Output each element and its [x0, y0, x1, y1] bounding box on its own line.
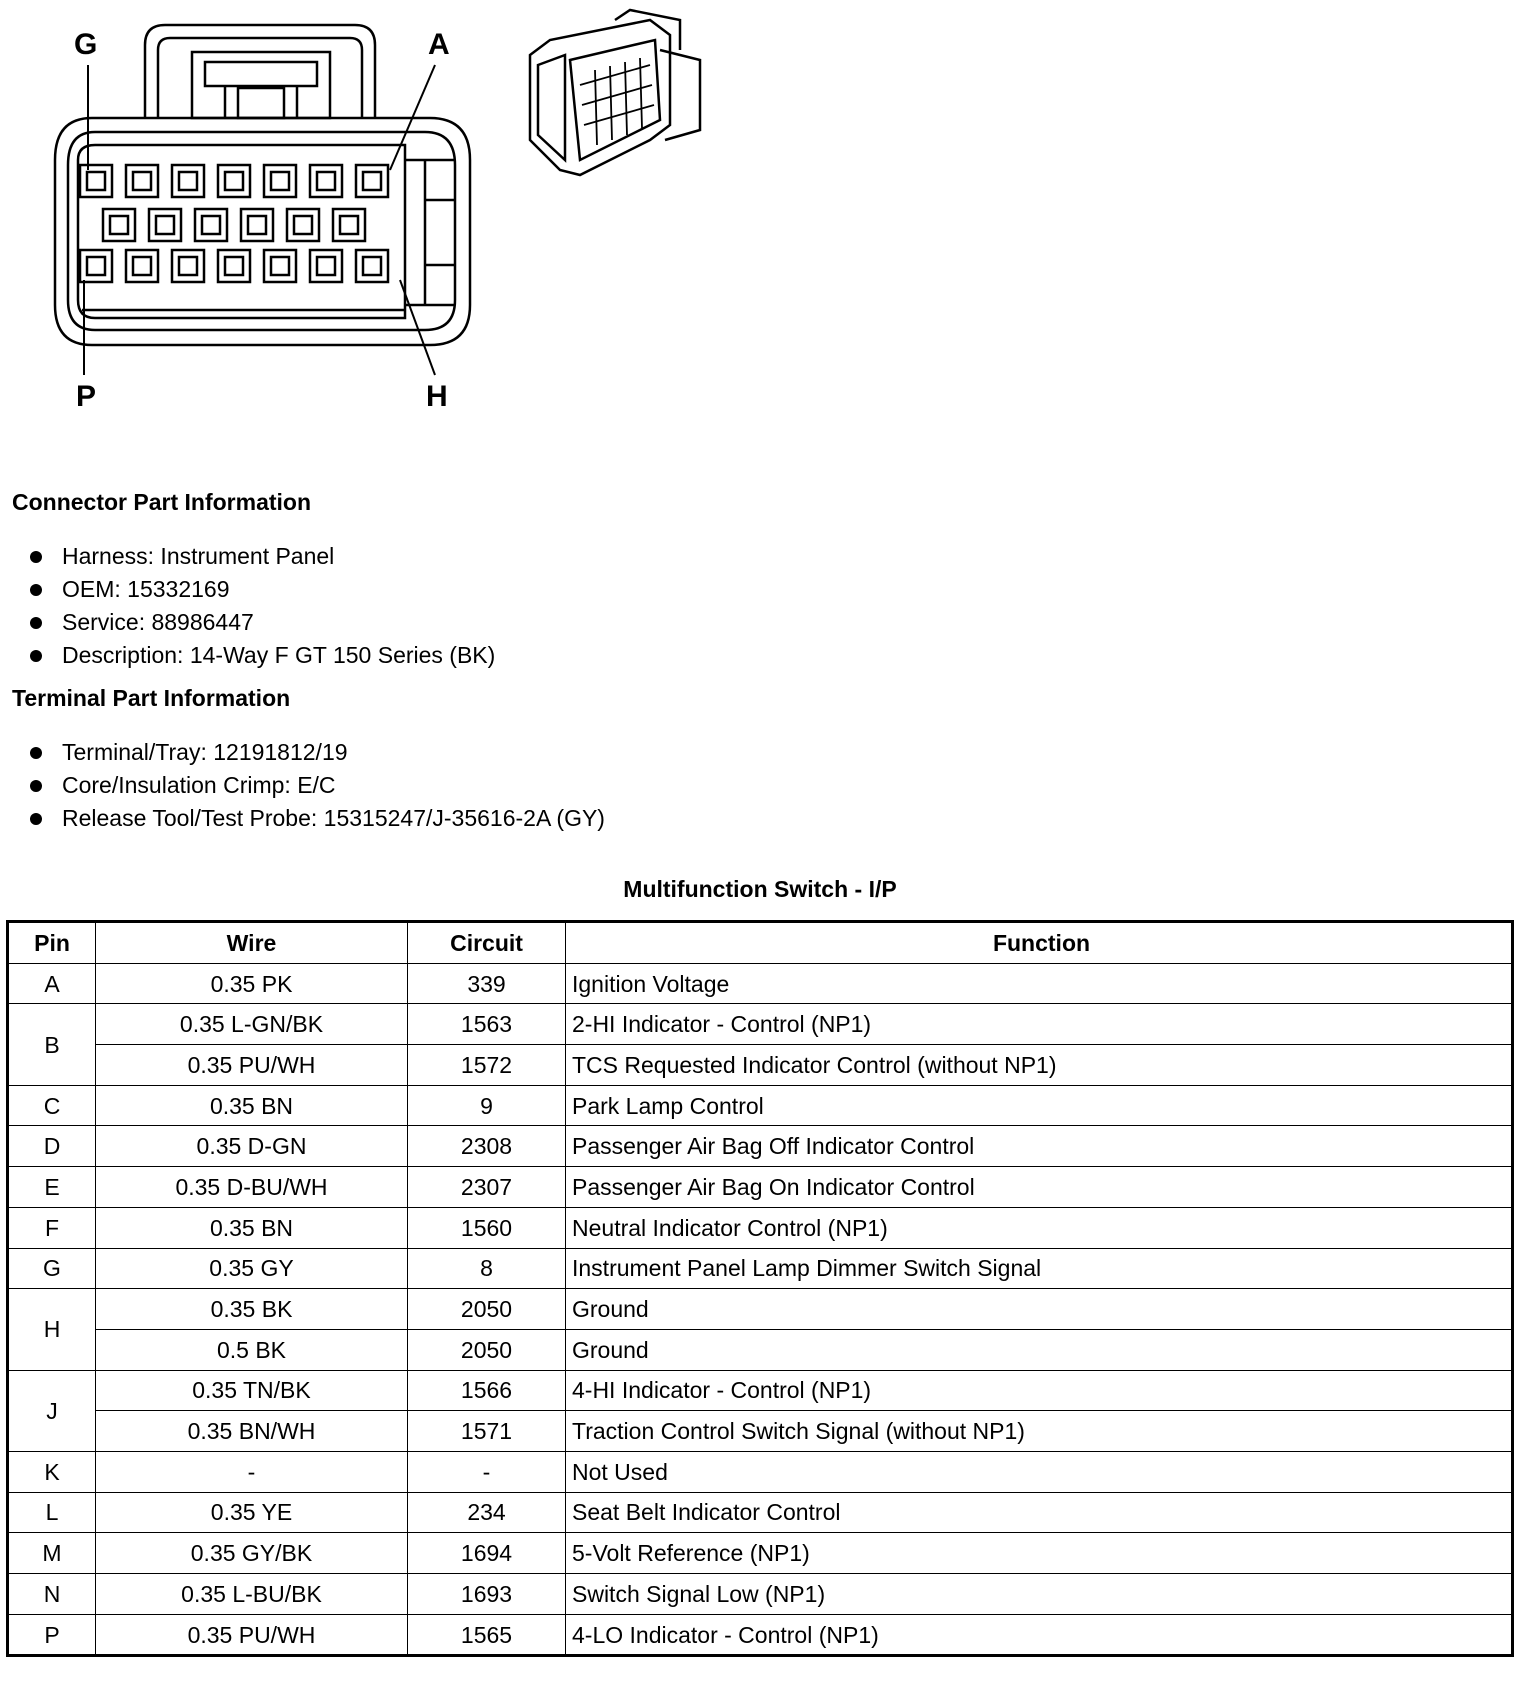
circuit-cell: - [408, 1451, 566, 1492]
wire-cell: - [96, 1451, 408, 1492]
function-cell: Ground [566, 1289, 1513, 1330]
wire-cell: 0.35 BN/WH [96, 1411, 408, 1452]
table-row [8, 1004, 1513, 1045]
pin-cell: G [8, 1248, 96, 1289]
wire-cell: 0.35 PU/WH [96, 1614, 408, 1656]
wire-cell: 0.35 PK [96, 963, 408, 1004]
terminal-cavity [333, 209, 365, 241]
circuit-cell: 2050 [408, 1329, 566, 1370]
table-title: Multifunction Switch - I/P [623, 876, 897, 902]
pin-label-p: P [76, 380, 97, 413]
terminal-part-info-title: Terminal Part Information [12, 685, 291, 711]
function-cell: 4-HI Indicator - Control (NP1) [566, 1370, 1513, 1411]
pinout-table [6, 920, 1514, 1657]
wire-cell: 0.35 BN [96, 1085, 408, 1126]
circuit-cell: 2308 [408, 1126, 566, 1167]
function-cell: 4-LO Indicator - Control (NP1) [566, 1614, 1513, 1656]
terminal-cavity [218, 165, 250, 197]
pin-label-h: H [426, 380, 448, 413]
table-row [8, 1045, 1513, 1086]
pin-label-g: G [74, 28, 98, 61]
function-cell: Instrument Panel Lamp Dimmer Switch Signal [566, 1248, 1513, 1289]
list-item: Harness: Instrument Panel [22, 540, 495, 573]
table-row [8, 1248, 1513, 1289]
connector-part-info-list [22, 540, 495, 672]
wire-cell: 0.35 TN/BK [96, 1370, 408, 1411]
function-cell: Seat Belt Indicator Control [566, 1492, 1513, 1533]
pin-cell: J [8, 1370, 96, 1451]
table-header-row [8, 922, 1513, 964]
function-cell: Not Used [566, 1451, 1513, 1492]
pin-cell: E [8, 1167, 96, 1208]
table-row [8, 963, 1513, 1004]
circuit-cell: 1572 [408, 1045, 566, 1086]
circuit-cell: 339 [408, 963, 566, 1004]
terminal-cavity [149, 209, 181, 241]
wire-cell: 0.35 D-BU/WH [96, 1167, 408, 1208]
table-row [8, 1289, 1513, 1330]
circuit-cell: 1560 [408, 1207, 566, 1248]
circuit-cell: 8 [408, 1248, 566, 1289]
table-row [8, 1574, 1513, 1615]
pin-cell: F [8, 1207, 96, 1248]
connector-face-diagram [0, 0, 760, 440]
terminal-cavity [126, 165, 158, 197]
terminal-cavity [172, 250, 204, 282]
wire-cell: 0.35 D-GN [96, 1126, 408, 1167]
header-pin: Pin [8, 922, 96, 964]
terminal-cavity [103, 209, 135, 241]
terminal-cavity [126, 250, 158, 282]
table-row [8, 1126, 1513, 1167]
table-row [8, 1329, 1513, 1370]
terminal-cavity [356, 165, 388, 197]
pin-cell: L [8, 1492, 96, 1533]
function-cell: 2-HI Indicator - Control (NP1) [566, 1004, 1513, 1045]
terminal-cavity [310, 165, 342, 197]
wire-cell: 0.35 L-GN/BK [96, 1004, 408, 1045]
list-item: Core/Insulation Crimp: E/C [22, 769, 605, 802]
wire-cell: 0.35 PU/WH [96, 1045, 408, 1086]
terminal-cavity [287, 209, 319, 241]
table-row [8, 1614, 1513, 1656]
terminal-cavity [80, 250, 112, 282]
terminal-cavity [80, 165, 112, 197]
list-item: Release Tool/Test Probe: 15315247/J-35616-2A (GY) [22, 802, 605, 835]
function-cell: Switch Signal Low (NP1) [566, 1574, 1513, 1615]
table-row [8, 1370, 1513, 1411]
function-cell: Neutral Indicator Control (NP1) [566, 1207, 1513, 1248]
table-row [8, 1085, 1513, 1126]
pin-cell: M [8, 1533, 96, 1574]
function-cell: 5-Volt Reference (NP1) [566, 1533, 1513, 1574]
wire-cell: 0.35 GY/BK [96, 1533, 408, 1574]
circuit-cell: 1693 [408, 1574, 566, 1615]
wire-cell: 0.35 GY [96, 1248, 408, 1289]
wire-cell: 0.35 BK [96, 1289, 408, 1330]
pin-cell: P [8, 1614, 96, 1656]
function-cell: Passenger Air Bag Off Indicator Control [566, 1126, 1513, 1167]
function-cell: Passenger Air Bag On Indicator Control [566, 1167, 1513, 1208]
terminal-cavity [241, 209, 273, 241]
table-row [8, 1492, 1513, 1533]
pin-cell: A [8, 963, 96, 1004]
table-row [8, 1451, 1513, 1492]
table-row [8, 1411, 1513, 1452]
circuit-cell: 1565 [408, 1614, 566, 1656]
circuit-cell: 1694 [408, 1533, 566, 1574]
wire-cell: 0.35 L-BU/BK [96, 1574, 408, 1615]
table-row [8, 1207, 1513, 1248]
pin-cell: D [8, 1126, 96, 1167]
header-wire: Wire [96, 922, 408, 964]
list-item: Service: 88986447 [22, 606, 495, 639]
circuit-cell: 1566 [408, 1370, 566, 1411]
list-item: Description: 14-Way F GT 150 Series (BK) [22, 639, 495, 672]
terminal-cavity [310, 250, 342, 282]
list-item: Terminal/Tray: 12191812/19 [22, 736, 605, 769]
terminal-cavity [356, 250, 388, 282]
header-function: Function [566, 922, 1513, 964]
terminal-cavity [264, 250, 296, 282]
function-cell: TCS Requested Indicator Control (without NP1) [566, 1045, 1513, 1086]
function-cell: Traction Control Switch Signal (without NP1) [566, 1411, 1513, 1452]
pin-cell: B [8, 1004, 96, 1085]
pin-label-a: A [428, 28, 450, 61]
pin-cell: N [8, 1574, 96, 1615]
pin-cell: C [8, 1085, 96, 1126]
terminal-part-info-list [22, 736, 605, 835]
terminal-cavity [172, 165, 204, 197]
function-cell: Ground [566, 1329, 1513, 1370]
terminal-cavity [218, 250, 250, 282]
circuit-cell: 1571 [408, 1411, 566, 1452]
circuit-cell: 9 [408, 1085, 566, 1126]
wire-cell: 0.5 BK [96, 1329, 408, 1370]
pin-cell: K [8, 1451, 96, 1492]
table-row [8, 1533, 1513, 1574]
function-cell: Park Lamp Control [566, 1085, 1513, 1126]
list-item: OEM: 15332169 [22, 573, 495, 606]
wire-cell: 0.35 BN [96, 1207, 408, 1248]
circuit-cell: 2307 [408, 1167, 566, 1208]
wire-cell: 0.35 YE [96, 1492, 408, 1533]
terminal-cavity [264, 165, 296, 197]
circuit-cell: 234 [408, 1492, 566, 1533]
circuit-cell: 2050 [408, 1289, 566, 1330]
pin-cell: H [8, 1289, 96, 1370]
terminal-cavity [195, 209, 227, 241]
header-circuit: Circuit [408, 922, 566, 964]
circuit-cell: 1563 [408, 1004, 566, 1045]
function-cell: Ignition Voltage [566, 963, 1513, 1004]
connector-part-info-title: Connector Part Information [12, 489, 312, 515]
table-row [8, 1167, 1513, 1208]
